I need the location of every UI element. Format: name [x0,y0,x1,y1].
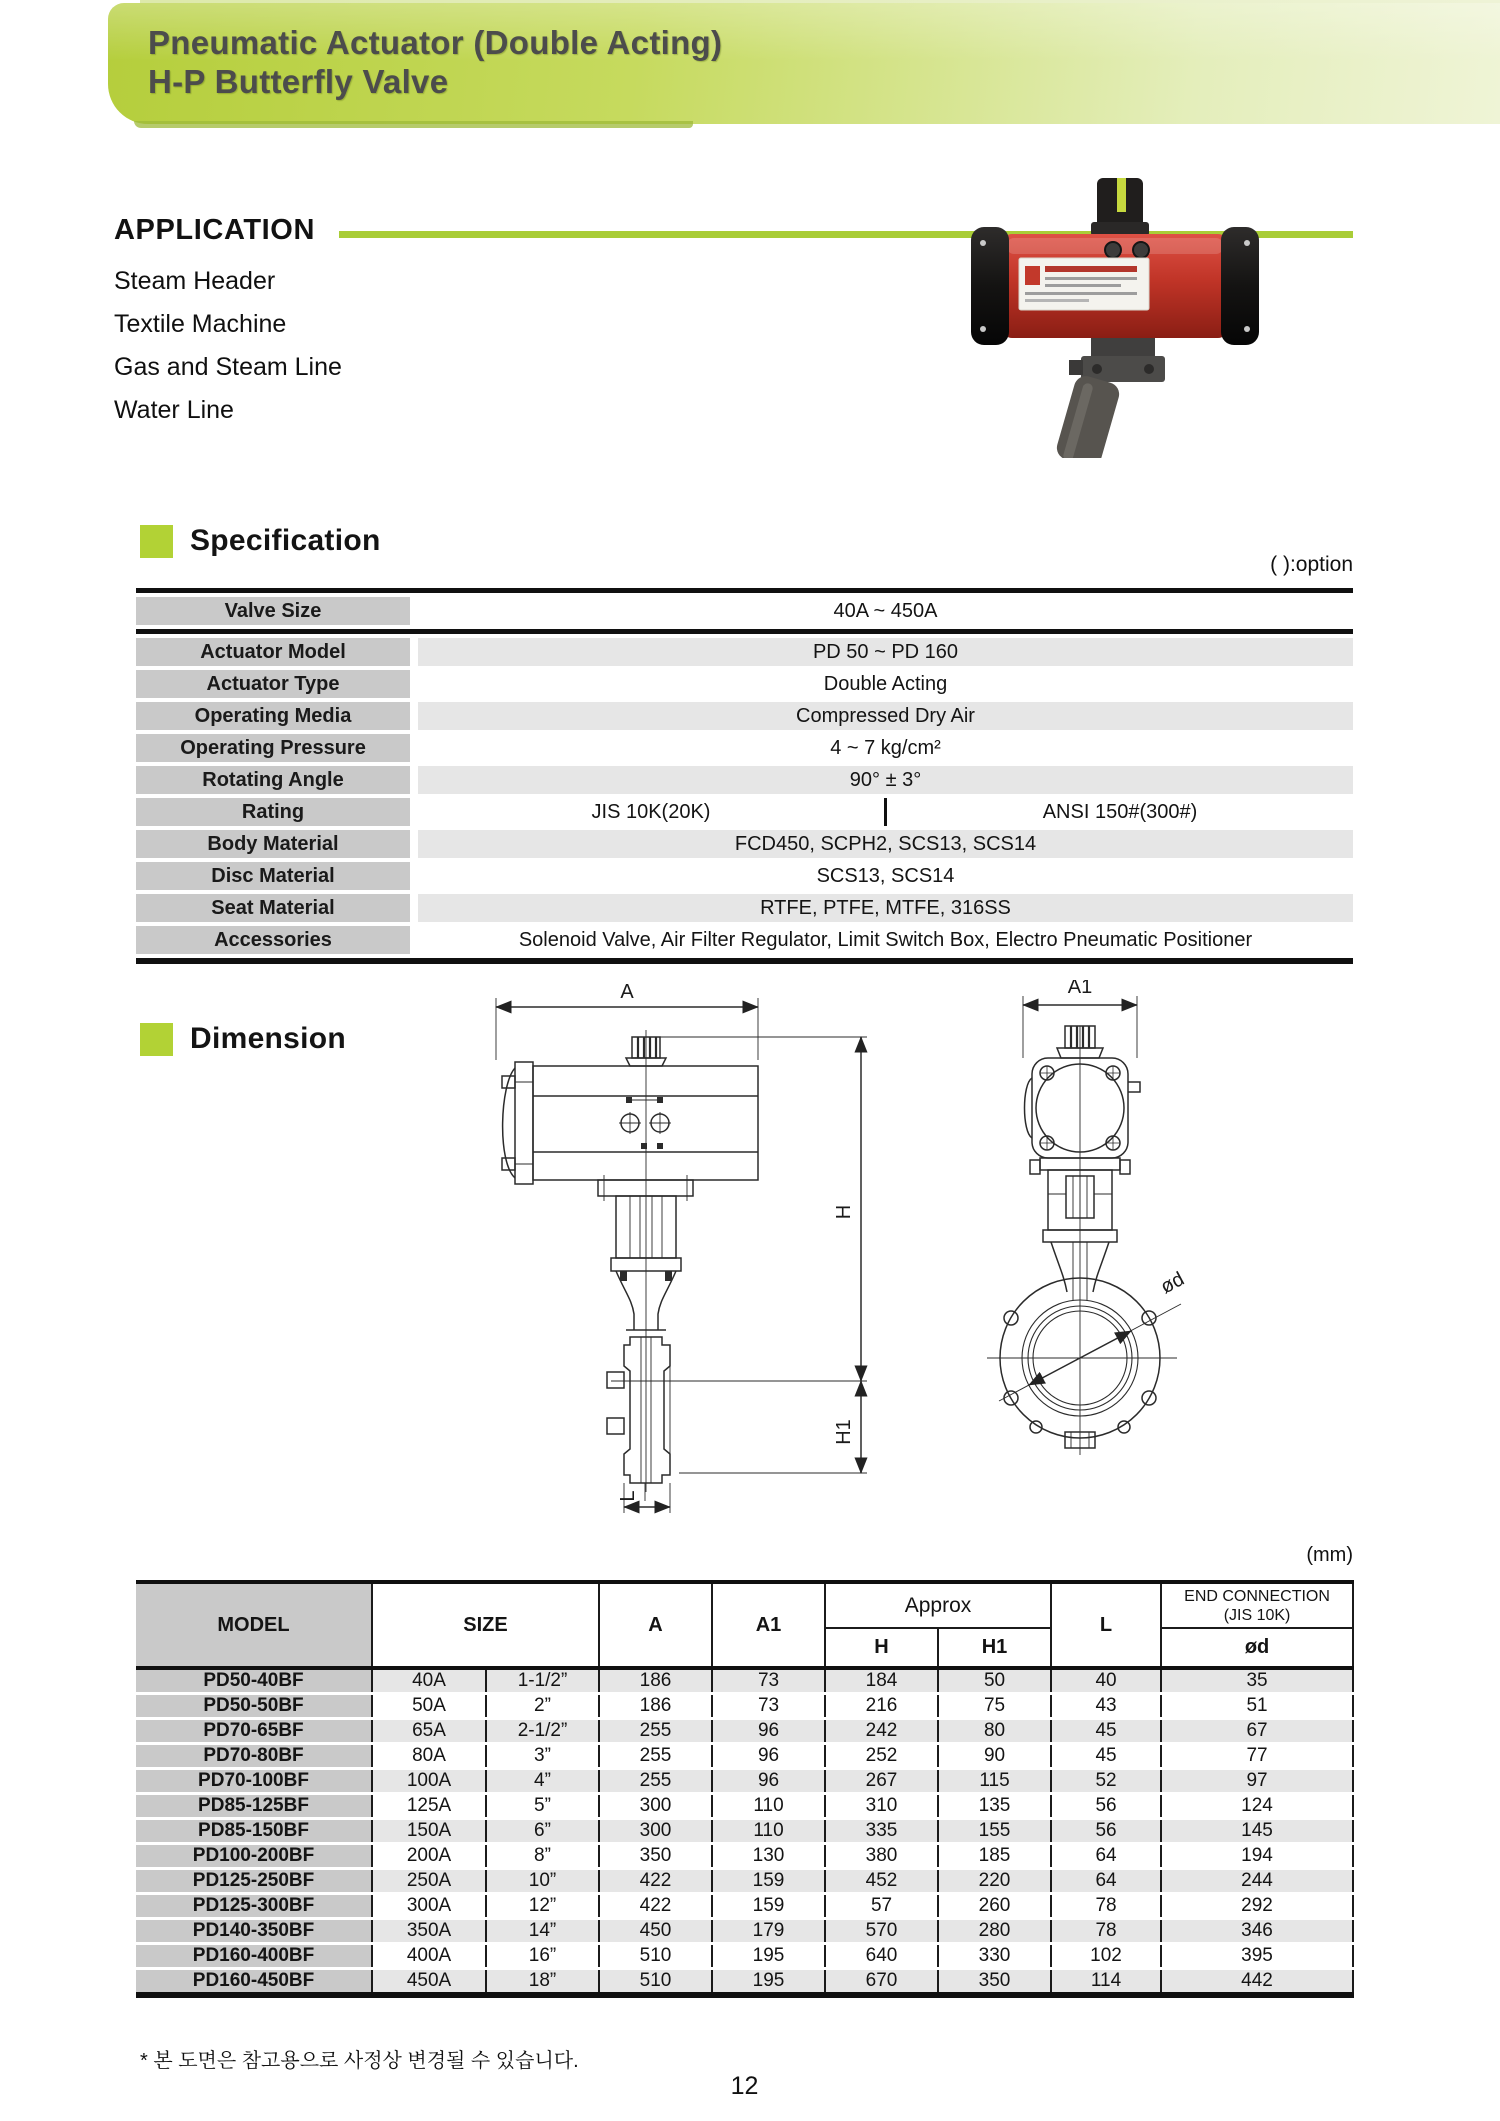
value-cell: 73 [712,1668,825,1694]
dimension-table-row [136,1869,1353,1894]
spec-value: Compressed Dry Air [418,702,1353,730]
model-cell: PD160-400BF [136,1944,372,1969]
value-cell: 300 [599,1794,712,1819]
application-item: Textile Machine [114,310,287,338]
value-cell: 40A [372,1668,486,1694]
value-cell: 110 [712,1794,825,1819]
value-cell: 78 [1051,1894,1161,1919]
value-cell: 2-1/2” [486,1719,599,1744]
value-cell: 195 [712,1969,825,1996]
value-cell: 18” [486,1969,599,1996]
value-cell: 43 [1051,1694,1161,1719]
value-cell: 73 [712,1694,825,1719]
value-cell: 97 [1161,1769,1353,1794]
value-cell: 330 [938,1944,1051,1969]
value-cell: 346 [1161,1919,1353,1944]
dim-label-a1: A1 [1067,980,1093,998]
value-cell: 350A [372,1919,486,1944]
value-cell: 200A [372,1844,486,1869]
specification-title: Specification [190,524,381,557]
model-cell: PD100-200BF [136,1844,372,1869]
col-header-h1: H1 [938,1628,1051,1668]
value-cell: 220 [938,1869,1051,1894]
value-cell: 80 [938,1719,1051,1744]
value-cell: 255 [599,1769,712,1794]
spec-row [136,894,1353,922]
dimension-title: Dimension [190,1022,347,1055]
value-cell: 670 [825,1969,938,1996]
value-cell: 90 [938,1744,1051,1769]
value-cell: 102 [1051,1944,1161,1969]
dimension-table-row [136,1919,1353,1944]
value-cell: 64 [1051,1844,1161,1869]
spec-row-rating [136,798,1353,826]
dimension-table-row [136,1944,1353,1969]
dimension-table-row [136,1844,1353,1869]
specification-table [136,588,1353,964]
value-cell: 14” [486,1919,599,1944]
value-cell: 57 [825,1894,938,1919]
model-cell: PD125-300BF [136,1894,372,1919]
spec-value [418,798,1353,826]
spec-row [136,926,1353,954]
value-cell: 96 [712,1769,825,1794]
value-cell: 78 [1051,1919,1161,1944]
value-cell: 292 [1161,1894,1353,1919]
value-cell: 115 [938,1769,1051,1794]
spec-label: Actuator Model [136,638,410,666]
dimension-heading [140,1022,346,1056]
col-header-approx: Approx [825,1582,1051,1628]
col-header-end-connection: END CONNECTION (JIS 10K) [1161,1582,1353,1628]
divider [136,629,1353,634]
value-cell: 40 [1051,1668,1161,1694]
spec-row [136,597,1353,625]
col-header-l: L [1051,1582,1161,1668]
value-cell: 452 [825,1869,938,1894]
value-cell: 12” [486,1894,599,1919]
spec-row [136,734,1353,762]
rating-jis: JIS 10K(20K) [591,801,711,823]
value-cell: 250A [372,1869,486,1894]
spec-row [136,830,1353,858]
dim-label-a: A [620,981,634,1003]
spec-label: Actuator Type [136,670,410,698]
value-cell: 242 [825,1719,938,1744]
title-banner [108,3,1500,124]
value-cell: 400A [372,1944,486,1969]
unit-note: (mm) [1306,1544,1353,1566]
value-cell: 252 [825,1744,938,1769]
value-cell: 45 [1051,1719,1161,1744]
valve-under-photo [1054,338,1165,458]
value-cell: 67 [1161,1719,1353,1744]
value-cell: 300A [372,1894,486,1919]
value-cell: 56 [1051,1819,1161,1844]
value-cell: 50A [372,1694,486,1719]
application-item: Gas and Steam Line [114,353,342,381]
dimension-table-row [136,1744,1353,1769]
dimension-table-row [136,1668,1353,1694]
value-cell: 4” [486,1769,599,1794]
spec-value: SCS13, SCS14 [816,865,955,887]
page-title-line2: H-P Butterfly Valve [148,63,449,100]
spec-label: Operating Media [136,702,410,730]
col-header-a: A [599,1582,712,1668]
dimension-table-row [136,1769,1353,1794]
value-cell: 216 [825,1694,938,1719]
col-header-size: SIZE [372,1582,599,1668]
value-cell: 65A [372,1719,486,1744]
dimension-table-row [136,1719,1353,1744]
spec-label: Accessories [136,926,410,954]
value-cell: 255 [599,1744,712,1769]
value-cell: 16” [486,1944,599,1969]
spec-label: Operating Pressure [136,734,410,762]
value-cell: 280 [938,1919,1051,1944]
model-cell: PD50-50BF [136,1694,372,1719]
value-cell: 450 [599,1919,712,1944]
value-cell: 159 [712,1894,825,1919]
value-cell: 194 [1161,1844,1353,1869]
value-cell: 159 [712,1869,825,1894]
green-square-icon [140,1023,173,1056]
spec-row [136,670,1353,698]
value-cell: 75 [938,1694,1051,1719]
dim-label-h1: H1 [833,1419,855,1445]
value-cell: 184 [825,1668,938,1694]
dimension-drawing-side [985,980,1320,1520]
value-cell: 110 [712,1819,825,1844]
value-cell: 510 [599,1969,712,1996]
dim-label-h: H [833,1204,855,1220]
value-cell: 255 [599,1719,712,1744]
value-cell: 179 [712,1919,825,1944]
value-cell: 260 [938,1894,1051,1919]
spec-value: RTFE, PTFE, MTFE, 316SS [418,894,1353,922]
product-photo [945,138,1285,458]
value-cell: 350 [938,1969,1051,1996]
spec-value: FCD450, SCPH2, SCS13, SCS14 [418,830,1353,858]
col-header-a1: A1 [712,1582,825,1668]
value-cell: 510 [599,1944,712,1969]
valve-front-outline [598,1175,693,1501]
dimension-table-wrap [136,1580,1353,1998]
value-cell: 80A [372,1744,486,1769]
col-header-od: ød [1161,1628,1353,1668]
dimension-table-row [136,1969,1353,1996]
value-cell: 100A [372,1769,486,1794]
col-header-h: H [825,1628,938,1668]
spec-label: Disc Material [136,862,410,890]
value-cell: 56 [1051,1794,1161,1819]
option-note: ( ):option [1270,553,1353,576]
value-cell: 442 [1161,1969,1353,1996]
value-cell: 380 [825,1844,938,1869]
model-cell: PD70-100BF [136,1769,372,1794]
value-cell: 130 [712,1844,825,1869]
rating-ansi: ANSI 150#(300#) [1042,801,1198,823]
value-cell: 51 [1161,1694,1353,1719]
divider [136,958,1353,964]
model-cell: PD85-150BF [136,1819,372,1844]
value-cell: 96 [712,1719,825,1744]
value-cell: 64 [1051,1869,1161,1894]
value-cell: 45 [1051,1744,1161,1769]
dimension-table-row [136,1694,1353,1719]
value-cell: 570 [825,1919,938,1944]
spec-row [136,766,1353,794]
model-cell: PD70-65BF [136,1719,372,1744]
footnote: * 본 도면은 참고용으로 사정상 변경될 수 있습니다. [140,2050,579,2072]
value-cell: 145 [1161,1819,1353,1844]
application-item: Water Line [114,396,234,424]
value-cell: 195 [712,1944,825,1969]
value-cell: 135 [938,1794,1051,1819]
spec-label: Seat Material [136,894,410,922]
spec-label: Rotating Angle [136,766,410,794]
value-cell: 350 [599,1844,712,1869]
application-item: Steam Header [114,267,276,295]
value-cell: 395 [1161,1944,1353,1969]
value-cell: 35 [1161,1668,1353,1694]
dim-label-od: ød [1157,1268,1188,1299]
value-cell: 310 [825,1794,938,1819]
divider [136,588,1353,593]
spec-value: PD 50 ~ PD 160 [418,638,1353,666]
value-cell: 125A [372,1794,486,1819]
actuator-front-outline [502,1062,758,1184]
actuator-label [1019,258,1149,310]
application-heading: APPLICATION [114,214,316,246]
model-cell: PD140-350BF [136,1919,372,1944]
spec-row [136,702,1353,730]
spec-label: Rating [136,798,410,826]
dimension-table-body [136,1668,1353,1995]
spec-value: Solenoid Valve, Air Filter Regulator, Limit Switch Box, Electro Pneumatic Positioner [518,929,1253,951]
dimension-table-row [136,1819,1353,1844]
value-cell: 186 [599,1668,712,1694]
value-cell: 50 [938,1668,1051,1694]
value-cell: 335 [825,1819,938,1844]
dim-label-l: L [617,1490,639,1502]
value-cell: 422 [599,1869,712,1894]
value-cell: 1-1/2” [486,1668,599,1694]
value-cell: 185 [938,1844,1051,1869]
spec-row [136,638,1353,666]
value-cell: 450A [372,1969,486,1996]
dimension-table-row [136,1794,1353,1819]
value-cell: 244 [1161,1869,1353,1894]
spec-value: 4 ~ 7 kg/cm² [830,737,941,759]
actuator-indicator [1091,178,1149,236]
actuator-end-cap [1025,1058,1141,1158]
value-cell: 422 [599,1894,712,1919]
dimension-table [136,1580,1354,1998]
value-cell: 8” [486,1844,599,1869]
model-cell: PD70-80BF [136,1744,372,1769]
model-cell: PD125-250BF [136,1869,372,1894]
spec-label: Valve Size [136,597,410,625]
value-cell: 300 [599,1819,712,1844]
dimension-table-row [136,1894,1353,1919]
page-title-line1: Pneumatic Actuator (Double Acting) [148,24,723,61]
value-cell: 150A [372,1819,486,1844]
value-cell: 5” [486,1794,599,1819]
dimension-drawing-front [493,980,878,1520]
model-cell: PD85-125BF [136,1794,372,1819]
value-cell: 155 [938,1819,1051,1844]
value-cell: 96 [712,1744,825,1769]
model-cell: PD160-450BF [136,1969,372,1996]
spec-value: 90° ± 3° [418,766,1353,794]
value-cell: 124 [1161,1794,1353,1819]
spec-value: Double Acting [823,673,948,695]
spec-row [136,862,1353,890]
spec-value: 40A ~ 450A [833,600,938,622]
value-cell: 640 [825,1944,938,1969]
value-cell: 10” [486,1869,599,1894]
value-cell: 77 [1161,1744,1353,1769]
value-cell: 114 [1051,1969,1161,1996]
col-header-model: MODEL [136,1582,372,1668]
spec-label: Body Material [136,830,410,858]
value-cell: 6” [486,1819,599,1844]
value-cell: 2” [486,1694,599,1719]
value-cell: 267 [825,1769,938,1794]
value-cell: 3” [486,1744,599,1769]
value-cell: 52 [1051,1769,1161,1794]
page-number: 12 [730,2072,759,2100]
model-cell: PD50-40BF [136,1668,372,1694]
value-cell: 186 [599,1694,712,1719]
